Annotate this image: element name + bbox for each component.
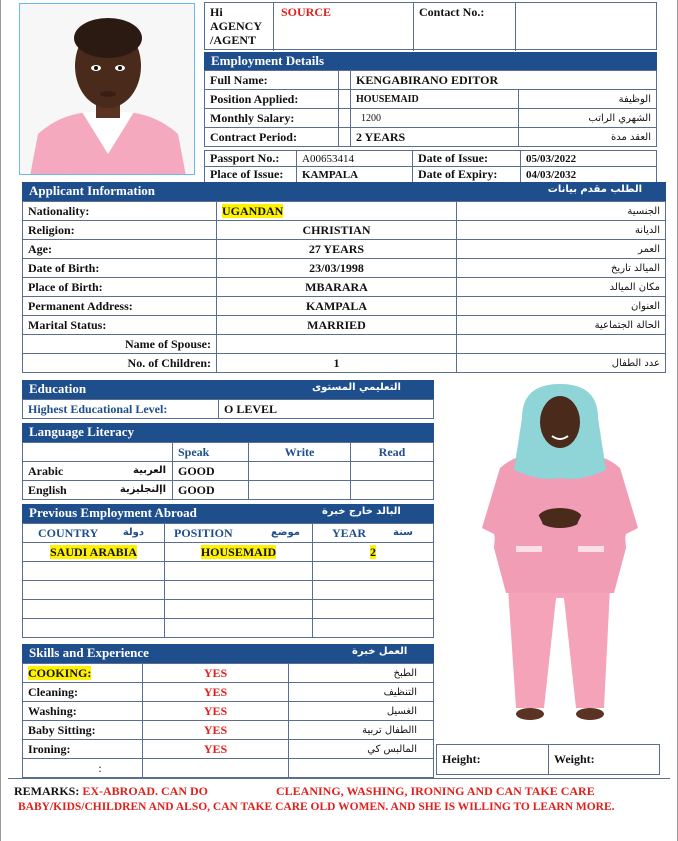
full-body-photo <box>460 378 660 736</box>
passport-no-label: Passport No.: <box>205 151 297 167</box>
babysitting-ar: االطفال تربية <box>289 721 434 740</box>
children-label: No. of Children: <box>23 354 217 373</box>
col-position-ar: موضع <box>271 527 300 538</box>
arabic-read <box>351 462 434 481</box>
position-ar: الوظيفة <box>519 90 657 109</box>
employment-header: Employment Details <box>204 52 657 70</box>
position-value: HOUSEMAID <box>351 90 519 109</box>
issue-date-label: Date of Issue: <box>413 151 521 167</box>
passport-photo <box>19 3 195 175</box>
hi-agency-label: Hi AGENCY /AGENT <box>210 5 262 47</box>
age-label: Age: <box>23 240 217 259</box>
skill-row <box>23 664 434 683</box>
source-label: SOURCE <box>281 5 332 19</box>
place-issue-label: Place of Issue: <box>205 167 297 183</box>
nationality-label: Nationality: <box>23 202 217 221</box>
col-speak: Speak <box>173 443 249 462</box>
previous-header <box>22 504 434 523</box>
salary-ar: الشهري الراتب <box>519 109 657 128</box>
previous-table <box>22 523 434 638</box>
washing-ar: الغسيل <box>289 702 434 721</box>
salary-value: 1200 <box>351 109 519 128</box>
age-value: 27 YEARS <box>217 240 457 259</box>
spouse-label: Name of Spouse: <box>23 335 217 354</box>
applicant-row <box>23 221 666 240</box>
applicant-row <box>23 297 666 316</box>
address-ar: العنوان <box>457 297 666 316</box>
applicant-header-ar: الطلب مقدم بيانات <box>547 184 642 195</box>
employment-table <box>204 70 657 147</box>
marital-value: MARRIED <box>217 316 457 335</box>
previous-row-empty <box>23 619 434 638</box>
applicant-table <box>22 201 666 373</box>
remarks-line2: BABY/KIDS/CHILDREN AND ALSO, CAN TAKE CARE OLD WOMEN. AND SHE IS WILLING TO LEARN MORE. <box>18 801 615 813</box>
remarks-label: REMARKS: <box>14 784 80 798</box>
babysitting-label: Baby Sitting: <box>23 721 143 740</box>
top-info-box <box>204 2 657 50</box>
pob-ar: مكان الميالد <box>457 278 666 297</box>
skills-table <box>22 663 434 778</box>
english-speak: GOOD <box>173 481 249 500</box>
applicant-row <box>23 202 666 221</box>
cooking-value: YES <box>143 664 289 683</box>
weight-label: Weight: <box>554 752 595 766</box>
col-write: Write <box>249 443 351 462</box>
remarks-line1b: CLEANING, WASHING, IRONING AND CAN TAKE CARE <box>276 784 595 798</box>
physical-table <box>436 744 660 775</box>
education-table <box>22 399 434 419</box>
full-name-label: Full Name: <box>205 71 339 90</box>
contract-value: 2 YEARS <box>351 128 519 147</box>
applicant-row <box>23 316 666 335</box>
applicant-row <box>23 259 666 278</box>
ironing-label: Ironing: <box>23 740 143 759</box>
previous-header-ar: البالد خارج خبرة <box>322 506 401 517</box>
address-label: Permanent Address: <box>23 297 217 316</box>
pob-label: Place of Birth: <box>23 278 217 297</box>
religion-value: CHRISTIAN <box>217 221 457 240</box>
col-country-ar: دولة <box>122 527 144 538</box>
passport-table <box>204 150 657 183</box>
marital-ar: الحالة الجتماعية <box>457 316 666 335</box>
nationality-value: UGANDAN <box>222 203 284 218</box>
arabic-ar: العربية <box>133 465 166 476</box>
skills-header-text: Skills and Experience <box>29 645 149 660</box>
skill-row-empty <box>23 759 434 778</box>
col-year: YEAR <box>332 525 367 540</box>
arabic-speak: GOOD <box>173 462 249 481</box>
previous-header-text: Previous Employment Abroad <box>29 505 197 520</box>
position-label: Position Applied: <box>205 90 339 109</box>
applicant-row <box>23 240 666 259</box>
col-year-ar: سنة <box>393 527 413 538</box>
passport-no-value: A00653414 <box>297 151 413 167</box>
issue-date-value: 05/03/2022 <box>521 151 657 167</box>
height-label: Height: <box>442 752 481 766</box>
contract-label: Contract Period: <box>205 128 339 147</box>
dob-ar: الميالد تاريخ <box>457 259 666 278</box>
education-header-ar: التعليمي المستوى <box>312 382 401 393</box>
previous-row <box>23 543 434 562</box>
religion-ar: الديانة <box>457 221 666 240</box>
language-header: Language Literacy <box>22 423 434 442</box>
applicant-row <box>23 278 666 297</box>
english-read <box>351 481 434 500</box>
remarks-box <box>8 778 670 818</box>
expiry-value: 04/03/2032 <box>521 167 657 183</box>
contract-ar: العقد مدة <box>519 128 657 147</box>
ironing-ar: المالبس كي <box>289 740 434 759</box>
children-value: 1 <box>217 354 457 373</box>
prev-country: SAUDI ARABIA <box>49 544 138 559</box>
dob-value: 23/03/1998 <box>217 259 457 278</box>
english-write <box>249 481 351 500</box>
skills-header <box>22 644 434 663</box>
place-issue-value: KAMPALA <box>297 167 413 183</box>
col-position: POSITION <box>174 525 233 540</box>
spouse-value <box>217 335 457 354</box>
washing-value: YES <box>143 702 289 721</box>
extra-colon: : <box>23 759 143 778</box>
remarks-line1a: EX-ABROAD. CAN DO <box>82 784 209 798</box>
arabic-write <box>249 462 351 481</box>
applicant-row <box>23 354 666 373</box>
cleaning-value: YES <box>143 683 289 702</box>
applicant-row <box>23 335 666 354</box>
prev-year: 2 <box>370 544 376 559</box>
skill-row <box>23 740 434 759</box>
pob-value: MBARARA <box>217 278 457 297</box>
language-row <box>23 481 434 500</box>
education-level-value: O LEVEL <box>219 400 434 419</box>
children-ar: عدد الطفال <box>457 354 666 373</box>
expiry-label: Date of Expiry: <box>413 167 521 183</box>
education-header <box>22 380 434 399</box>
prev-position: HOUSEMAID <box>200 544 277 559</box>
previous-row-empty <box>23 581 434 600</box>
babysitting-value: YES <box>143 721 289 740</box>
previous-row-empty <box>23 562 434 581</box>
address-value: KAMPALA <box>217 297 457 316</box>
applicant-header <box>22 182 666 201</box>
cooking-label: COOKING: <box>28 665 92 680</box>
col-country: COUNTRY <box>38 525 99 540</box>
education-header-text: Education <box>29 381 87 396</box>
age-ar: العمر <box>457 240 666 259</box>
washing-label: Washing: <box>23 702 143 721</box>
previous-row-empty <box>23 600 434 619</box>
cleaning-label: Cleaning: <box>23 683 143 702</box>
cooking-ar: الطبخ <box>289 664 434 683</box>
skill-row <box>23 683 434 702</box>
contact-label: Contact No.: <box>419 5 485 19</box>
language-row <box>23 462 434 481</box>
arabic-label: Arabic <box>28 463 64 478</box>
cleaning-ar: التنظيف <box>289 683 434 702</box>
language-table <box>22 442 434 500</box>
full-name-value: KENGABIRANO EDITOR <box>351 71 657 90</box>
religion-label: Religion: <box>23 221 217 240</box>
applicant-header-text: Applicant Information <box>29 183 156 198</box>
marital-label: Marital Status: <box>23 316 217 335</box>
nationality-ar: الجنسية <box>457 202 666 221</box>
dob-label: Date of Birth: <box>23 259 217 278</box>
education-level-label: Highest Educational Level: <box>23 400 219 419</box>
english-label: English <box>28 482 67 497</box>
skill-row <box>23 721 434 740</box>
english-ar: اإلنجليزية <box>119 484 166 495</box>
ironing-value: YES <box>143 740 289 759</box>
skill-row <box>23 702 434 721</box>
salary-label: Monthly Salary: <box>205 109 339 128</box>
skills-header-ar: العمل خبرة <box>352 646 408 657</box>
col-read: Read <box>351 443 434 462</box>
